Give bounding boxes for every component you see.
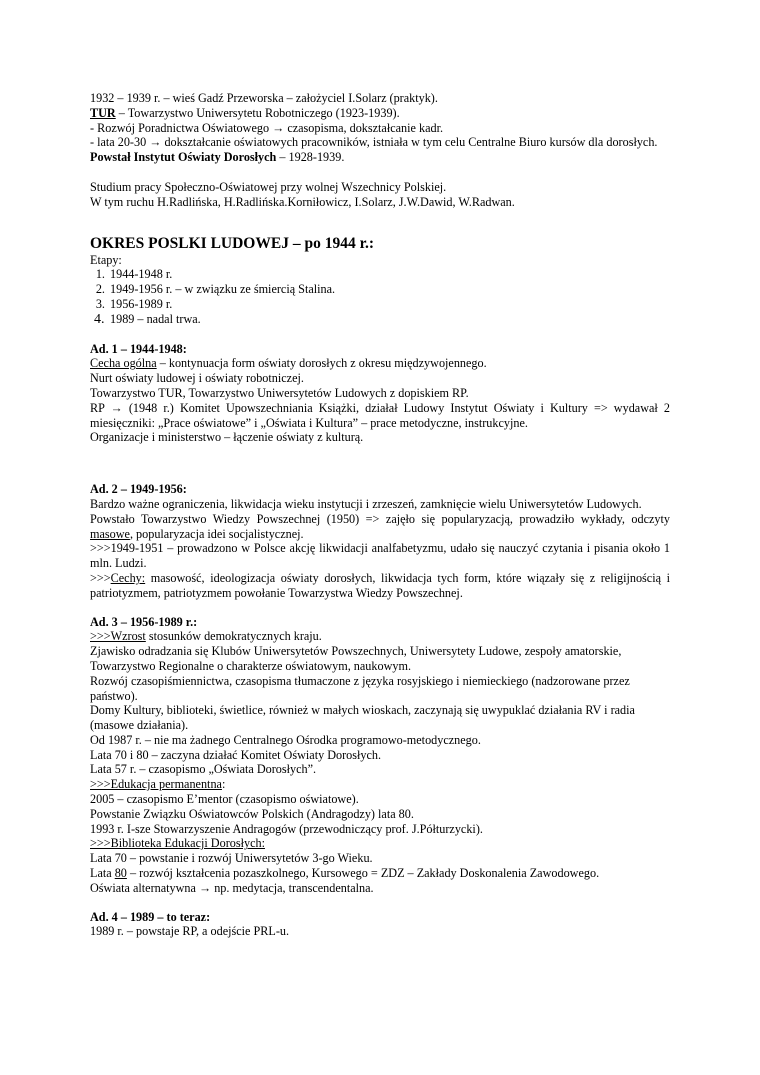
ad3-line-5: Od 1987 r. – nie ma żadnego Centralnego Ośrodka programowo-metodycznego. bbox=[90, 732, 481, 747]
list-item: 3. 1956-1989 r. bbox=[108, 297, 670, 312]
ad3-line-15: Oświata alternatywna → np. medytacja, transcendentalna. bbox=[90, 880, 374, 895]
ad2-heading: Ad. 2 – 1949-1956: bbox=[90, 482, 187, 497]
ad2-line-2: Powstało Towarzystwo Wiedzy Powszechnej (1950) => zajęło się popularyzacją, prowadziło wykłady, odczyty masowe, popularyzacja idei socjalistycznej. bbox=[90, 511, 670, 541]
ad3-line-7: Lata 57 r. – czasopismo „Oświata Dorosłych”. bbox=[90, 762, 317, 777]
ad3-line-12: >>>Biblioteka Edukacji Dorosłych: bbox=[90, 836, 265, 851]
ad1-line-4: RP → (1948 r.) Komitet Upowszechniania Książki, działał Ludowy Instytut Oświaty i Kultury => wydawał 2 miesięczniki: „Prace oświatowe” i „Oświata i Kultura” – prace metodyczne, instrukcyjne. bbox=[90, 400, 670, 430]
ad3-line-13: Lata 70 – powstanie i rozwój Uniwersytetów 3-go Wieku. bbox=[90, 851, 373, 866]
ad2-line-1: Bardzo ważne ograniczenia, likwidacja wieku instytucji i zrzeszeń, zamknięcie wielu Uniwersytetów Ludowych. bbox=[90, 496, 642, 511]
document-content bbox=[90, 91, 670, 939]
intro-line-7: W tym ruchu H.Radlińska, H.Radlińska.Korniłowicz, I.Solarz, J.W.Dawid, W.Radwan. bbox=[90, 194, 515, 209]
intro-line-3: - Rozwój Poradnictwa Oświatowego → czasopisma, dokształcanie kadr. bbox=[90, 120, 444, 135]
ad2-line-4: >>>Cechy: masowość, ideologizacja oświaty dorosłych, likwidacja tych form, które wiązały się z religijnością i patriotyzmem, patriotyzmem powołanie Towarzystwa Wiedzy Powszechnej. bbox=[90, 570, 670, 600]
ad1-line-2: Nurt oświaty ludowej i oświaty robotniczej. bbox=[90, 371, 304, 386]
ad3-line-8: >>>Edukacja permanentna: bbox=[90, 777, 226, 792]
list-item: 2. 1949-1956 r. – w związku ze śmiercią Stalina. bbox=[108, 282, 670, 297]
intro-line-2: TUR – Towarzystwo Uniwersytetu Robotniczego (1923-1939). bbox=[90, 105, 400, 120]
list-item: 1. 1944-1948 r. bbox=[108, 267, 670, 282]
ad3-line-11: 1993 r. I-sze Stowarzyszenie Andragogów (przewodniczący prof. J.Półturzycki). bbox=[90, 821, 483, 836]
ad1-line-5: Organizacje i ministerstwo – łączenie oświaty z kulturą. bbox=[90, 430, 364, 445]
ad4-heading: Ad. 4 – 1989 – to teraz: bbox=[90, 909, 211, 924]
ad1-line-1: Cecha ogólna – kontynuacja form oświaty dorosłych z okresu międzywojennego. bbox=[90, 356, 487, 371]
ad4-line-1: 1989 r. – powstaje RP, a odejście PRL-u. bbox=[90, 924, 290, 939]
ad3-line-9: 2005 – czasopismo E’mentor (czasopismo oświatowe). bbox=[90, 792, 359, 807]
section-title-okres: OKRES POSLKI LUDOWEJ – po 1944 r.: bbox=[90, 234, 375, 252]
intro-line-1: 1932 – 1939 r. – wieś Gadź Przeworska – założyciel I.Solarz (praktyk). bbox=[90, 91, 438, 105]
list-item: 4. 1989 – nadal trwa. bbox=[108, 312, 670, 327]
tur-abbrev: TUR bbox=[90, 105, 116, 120]
ad3-line-4: Domy Kultury, biblioteki, świetlice, również w małych wioskach, zaczynają się uwypuklać działania RV i radia (masowe działania). bbox=[90, 703, 635, 733]
ad3-line-6: Lata 70 i 80 – zaczyna działać Komitet Oświaty Dorosłych. bbox=[90, 747, 382, 762]
intro-line-6: Studium pracy Społeczno-Oświatowej przy wolnej Wszechnicy Polskiej. bbox=[90, 179, 447, 194]
intro-line-5: Powstał Instytut Oświaty Dorosłych – 1928-1939. bbox=[90, 150, 345, 165]
institute-name: Powstał Instytut Oświaty Dorosłych bbox=[90, 150, 277, 165]
ad3-line-14: Lata 80 – rozwój kształcenia pozaszkolnego, Kursowego = ZDZ – Zakłady Doskonalenia Zawodowego. bbox=[90, 866, 600, 881]
ad1-heading: Ad. 1 – 1944-1948: bbox=[90, 341, 187, 356]
ad2-line-3: >>>1949-1951 – prowadzono w Polsce akcję likwidacji analfabetyzmu, udało się nauczyć czytania i pisania około 1 mln. Ludzi. bbox=[90, 541, 670, 571]
ad3-line-1: >>>Wzrost stosunków demokratycznych kraju. bbox=[90, 629, 322, 644]
ad3-line-10: Powstanie Związku Oświatowców Polskich (Andragodzy) lata 80. bbox=[90, 806, 414, 821]
etapy-list bbox=[90, 267, 670, 326]
ad3-line-3: Rozwój czasopiśmiennictwa, czasopisma tłumaczone z języka rosyjskiego i niemieckiego (nadzorowane przez państwo). bbox=[90, 673, 630, 703]
intro-line-4: - lata 20-30 → dokształcanie oświatowych pracowników, istniała w tym celu Centralne Biuro kursów dla dorosłych. bbox=[90, 135, 658, 150]
etapy-label: Etapy: bbox=[90, 252, 122, 267]
ad3-line-2: Zjawisko odradzania się Klubów Uniwersytetów Powszechnych, Uniwersytety Ludowe, zespoły amatorskie, Towarzystwo Regionalne o charakterze oświatowym, naukowym. bbox=[90, 644, 622, 673]
ad1-line-3: Towarzystwo TUR, Towarzystwo Uniwersytetów Ludowych z dopiskiem RP. bbox=[90, 385, 469, 400]
ad3-heading: Ad. 3 – 1956-1989 r.: bbox=[90, 614, 198, 629]
